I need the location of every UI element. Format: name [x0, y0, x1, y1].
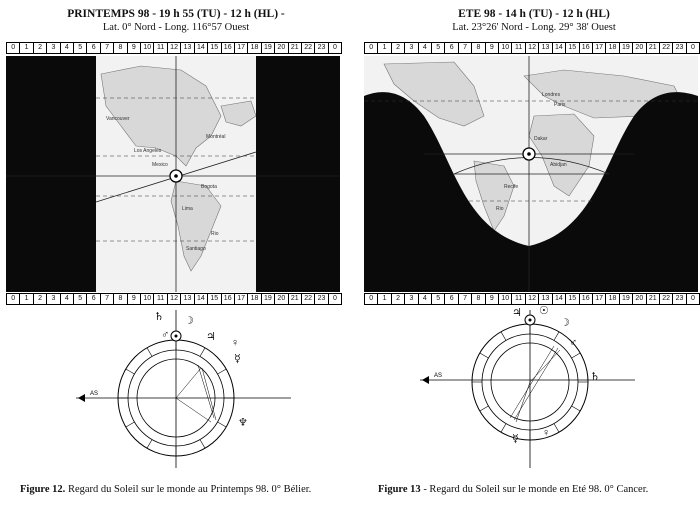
ascendant-label: AS — [434, 373, 443, 379]
hour-tick: 4 — [61, 43, 74, 53]
map-label: Rio — [496, 206, 504, 212]
hour-tick: 22 — [660, 294, 673, 304]
hour-tick: 17 — [235, 294, 248, 304]
hour-tick: 9 — [128, 43, 141, 53]
hour-tick: 13 — [539, 43, 552, 53]
hour-tick: 11 — [512, 294, 525, 304]
venus-glyph: ♀ — [231, 337, 240, 349]
hour-tick: 7 — [101, 294, 114, 304]
hour-tick: 10 — [141, 43, 154, 53]
hour-tick: 21 — [647, 294, 660, 304]
figure-12-subtitle: Lat. 0° Nord - Long. 116°57 Ouest — [102, 22, 250, 33]
hour-tick: 14 — [195, 294, 208, 304]
hour-tick: 3 — [405, 43, 418, 53]
mars-glyph: ♂ — [161, 329, 170, 341]
hour-tick: 21 — [647, 43, 660, 53]
figure-12-panel — [6, 0, 346, 506]
figure-13-caption: Figure 13 - Regard du Soleil sur le monde en Eté 98. 0° Cancer. — [378, 484, 649, 495]
hour-tick: 15 — [566, 294, 579, 304]
map-label: Londres — [542, 92, 561, 98]
hour-tick: 6 — [445, 43, 458, 53]
hour-tick: 17 — [235, 43, 248, 53]
hour-tick: 8 — [472, 294, 485, 304]
hour-tick: 2 — [392, 43, 405, 53]
hour-tick: 10 — [141, 294, 154, 304]
hour-tick: 13 — [539, 294, 552, 304]
zodiac-wheel — [76, 310, 296, 470]
hour-tick: 20 — [275, 43, 288, 53]
hour-tick: 20 — [633, 294, 646, 304]
ascendant-label: AS — [90, 391, 99, 397]
map-label: Mexico — [152, 162, 168, 168]
hour-tick: 8 — [472, 43, 485, 53]
hour-tick: 0 — [7, 294, 20, 304]
mercury-glyph: ☿ — [234, 353, 241, 365]
night-zone-left — [6, 56, 96, 292]
hour-strip-bottom — [364, 293, 700, 305]
neptune-glyph: ♆ — [238, 417, 248, 429]
sun-glyph: ☉ — [539, 305, 549, 317]
world-map-spring — [6, 56, 340, 292]
moon-glyph: ☽ — [560, 317, 570, 329]
figure-13-subtitle: Lat. 23°26' Nord - Long. 29° 38' Ouest — [452, 22, 616, 33]
hour-tick: 16 — [580, 43, 593, 53]
hour-tick: 19 — [620, 294, 633, 304]
hour-tick: 1 — [20, 43, 33, 53]
world-map-summer — [364, 56, 698, 292]
hour-tick: 23 — [315, 294, 328, 304]
figure-13-title: ETE 98 - 14 h (TU) - 12 h (HL) — [458, 8, 610, 20]
hour-tick: 4 — [419, 294, 432, 304]
hour-tick: 0 — [333, 44, 337, 51]
jupiter-glyph: ♃ — [512, 307, 522, 319]
hour-tick: 7 — [459, 43, 472, 53]
map-label: Paris — [554, 102, 566, 108]
map-label: Santiago — [186, 246, 206, 252]
hour-tick: 2 — [34, 294, 47, 304]
hour-tick: 0 — [691, 44, 695, 51]
map-label: Los Angeles — [134, 148, 162, 154]
hour-tick: 3 — [47, 43, 60, 53]
figure-12-title: PRINTEMPS 98 - 19 h 55 (TU) - 12 h (HL) - — [67, 8, 285, 20]
map-label: Recife — [504, 184, 519, 190]
hour-tick: 0 — [7, 43, 20, 53]
hour-tick: 14 — [195, 43, 208, 53]
hour-tick: 7 — [459, 294, 472, 304]
hour-tick: 16 — [580, 294, 593, 304]
mars-glyph: ♂ — [569, 337, 578, 349]
map-label: Abidjan — [550, 162, 567, 168]
jupiter-glyph: ♃ — [206, 331, 216, 343]
hour-tick: 23 — [315, 43, 328, 53]
hour-tick: 14 — [553, 43, 566, 53]
hour-tick: 17 — [593, 294, 606, 304]
hour-tick: 16 — [222, 43, 235, 53]
hour-tick: 23 — [673, 294, 686, 304]
hour-tick: 8 — [114, 294, 127, 304]
hour-tick: 7 — [101, 43, 114, 53]
hour-tick: 18 — [606, 43, 619, 53]
hour-tick: 9 — [486, 294, 499, 304]
moon-glyph: ☽ — [184, 315, 194, 327]
hour-tick: 13 — [181, 43, 194, 53]
hour-tick: 15 — [208, 43, 221, 53]
hour-tick: 15 — [566, 43, 579, 53]
saturn-glyph: ♄ — [590, 371, 600, 383]
hour-tick: 15 — [208, 294, 221, 304]
hour-tick: 13 — [181, 294, 194, 304]
hour-tick: 12 — [168, 294, 181, 304]
hour-tick: 21 — [289, 294, 302, 304]
hour-tick: 1 — [20, 294, 33, 304]
hour-tick: 22 — [660, 43, 673, 53]
mercury-glyph: ☿ — [512, 433, 519, 445]
hour-tick: 5 — [432, 294, 445, 304]
map-label: Dakar — [534, 136, 548, 142]
hour-tick: 5 — [432, 43, 445, 53]
venus-glyph: ♀ — [542, 427, 551, 439]
hour-tick: 20 — [633, 43, 646, 53]
hour-tick: 23 — [673, 43, 686, 53]
hour-tick: 18 — [606, 294, 619, 304]
hour-tick: 2 — [34, 43, 47, 53]
hour-tick: 6 — [87, 43, 100, 53]
hour-tick: 2 — [392, 294, 405, 304]
hour-tick: 19 — [620, 43, 633, 53]
hour-tick: 0 — [333, 295, 337, 302]
hour-strip-top — [364, 42, 700, 54]
map-svg — [6, 56, 340, 292]
hour-tick: 22 — [302, 43, 315, 53]
hour-tick: 17 — [593, 43, 606, 53]
hour-tick: 0 — [365, 43, 378, 53]
map-label: Lima — [182, 206, 193, 212]
hour-tick: 12 — [526, 294, 539, 304]
hour-tick: 4 — [419, 43, 432, 53]
hour-tick: 12 — [168, 43, 181, 53]
hour-tick: 14 — [553, 294, 566, 304]
map-label: Vancouver — [106, 116, 130, 122]
hour-tick: 4 — [61, 294, 74, 304]
hour-tick: 5 — [74, 294, 87, 304]
hour-tick: 18 — [248, 43, 261, 53]
hour-tick: 18 — [248, 294, 261, 304]
hour-tick: 11 — [154, 294, 167, 304]
map-label: Bogota — [201, 184, 217, 190]
hour-tick: 22 — [302, 294, 315, 304]
hour-tick: 0 — [691, 295, 695, 302]
hour-tick: 19 — [262, 294, 275, 304]
hour-tick: 20 — [275, 294, 288, 304]
hour-tick: 6 — [445, 294, 458, 304]
hour-strip-bottom — [6, 293, 342, 305]
hour-tick: 8 — [114, 43, 127, 53]
map-svg — [364, 56, 698, 292]
night-zone-right — [256, 56, 340, 292]
map-label: Montréal — [206, 134, 226, 140]
hour-tick: 1 — [378, 294, 391, 304]
hour-tick: 16 — [222, 294, 235, 304]
saturn-glyph: ♄ — [154, 311, 164, 323]
map-label: Rio — [211, 231, 219, 237]
hour-tick: 0 — [365, 294, 378, 304]
hour-tick: 11 — [512, 43, 525, 53]
figure-12-caption: Figure 12. Regard du Soleil sur le monde au Printemps 98. 0° Bélier. — [20, 484, 312, 495]
hour-tick: 9 — [128, 294, 141, 304]
hour-tick: 12 — [526, 43, 539, 53]
hour-tick: 1 — [378, 43, 391, 53]
hour-tick: 10 — [499, 294, 512, 304]
hour-tick: 6 — [87, 294, 100, 304]
hour-strip-top — [6, 42, 342, 54]
hour-tick: 5 — [74, 43, 87, 53]
hour-tick: 10 — [499, 43, 512, 53]
hour-tick: 19 — [262, 43, 275, 53]
zodiac-wheel — [420, 307, 640, 470]
hour-tick: 3 — [405, 294, 418, 304]
hour-tick: 3 — [47, 294, 60, 304]
hour-tick: 9 — [486, 43, 499, 53]
hour-tick: 21 — [289, 43, 302, 53]
hour-tick: 11 — [154, 43, 167, 53]
figure-13-panel — [364, 0, 700, 506]
